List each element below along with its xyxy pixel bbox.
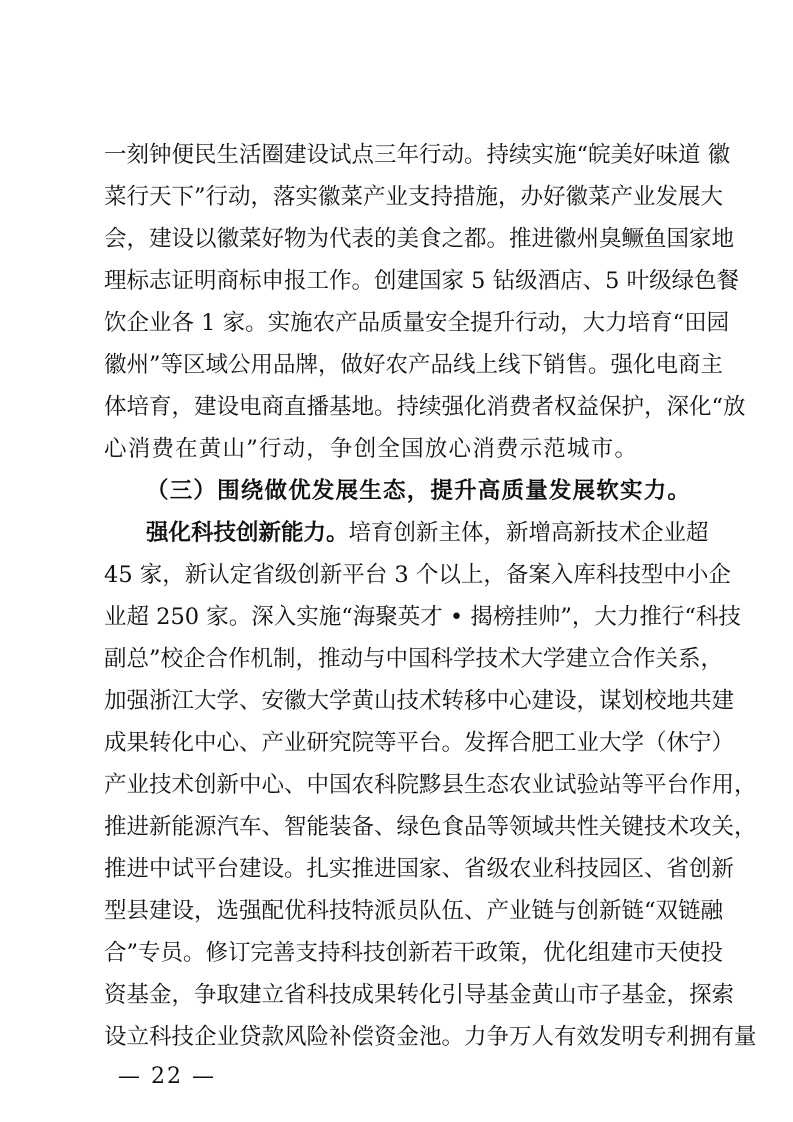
paragraph-first-line-text: 培育创新主体，新增高新技术企业超: [348, 520, 709, 546]
paragraph-line: 设立科技企业贷款风险补偿资金池。力争万人有效发明专利拥有量: [104, 1024, 757, 1050]
paragraph-line: 资基金，争取建立省科技成果转化引导基金黄山市子基金，探索: [104, 982, 735, 1008]
paragraph-line: 推进中试平台建设。扎实推进国家、省级农业科技园区、省创新: [104, 856, 735, 882]
paragraph-line: 一刻钟便民生活圈建设试点三年行动。持续实施“皖美好味道 徽: [104, 142, 731, 168]
paragraph-first-line: [146, 518, 709, 548]
paragraph-line: 产业技术创新中心、中国农科院黟县生态农业试验站等平台作用，: [104, 772, 757, 798]
paragraph-line: 45 家，新认定省级创新平台 3 个以上，备案入库科技型中小企: [104, 562, 731, 588]
paragraph-line: 心消费在黄山”行动，争创全国放心消费示范城市。: [104, 436, 639, 462]
paragraph-line: 推进新能源汽车、智能装备、绿色食品等领域共性关键技术攻关，: [104, 814, 757, 840]
paragraph-line: 合”专员。修订完善支持科技创新若干政策，优化组建市天使投: [104, 940, 724, 966]
paragraph-line: 菜行天下”行动，落实徽菜产业支持措施，办好徽菜产业发展大: [104, 184, 724, 210]
paragraph-lead: 强化科技创新能力。: [146, 520, 349, 546]
paragraph-line: 型县建设，选强配优科技特派员队伍、产业链与创新链“双链融: [104, 898, 724, 924]
paragraph-line: 加强浙江大学、安徽大学黄山技术转移中心建设，谋划校地共建: [104, 688, 735, 714]
page-number: — 22 —: [118, 1064, 216, 1089]
paragraph-line: 成果转化中心、产业研究院等平台。发挥合肥工业大学（休宁）: [104, 730, 735, 756]
paragraph-line: 徽州”等区域公用品牌，做好农产品线上线下销售。强化电商主: [104, 352, 724, 378]
section-heading: （三）围绕做优发展生态，提升高质量发展软实力。: [146, 478, 692, 504]
paragraph-line: 饮企业各 1 家。实施农产品质量安全提升行动，大力培育“田园: [104, 310, 730, 336]
paragraph-line: 会，建设以徽菜好物为代表的美食之都。推进徽州臭鳜鱼国家地: [104, 226, 735, 252]
paragraph-line: 业超 250 家。深入实施“海聚英才 • 揭榜挂帅”，大力推行“科技: [104, 604, 741, 630]
paragraph-line: 副总”校企合作机制，推动与中国科学技术大学建立合作关系，: [104, 646, 724, 672]
paragraph-line: 理标志证明商标申报工作。创建国家 5 钻级酒店、5 叶级绿色餐: [104, 268, 740, 294]
paragraph-line: 体培育，建设电商直播基地。持续强化消费者权益保护，深化“放: [104, 394, 746, 420]
